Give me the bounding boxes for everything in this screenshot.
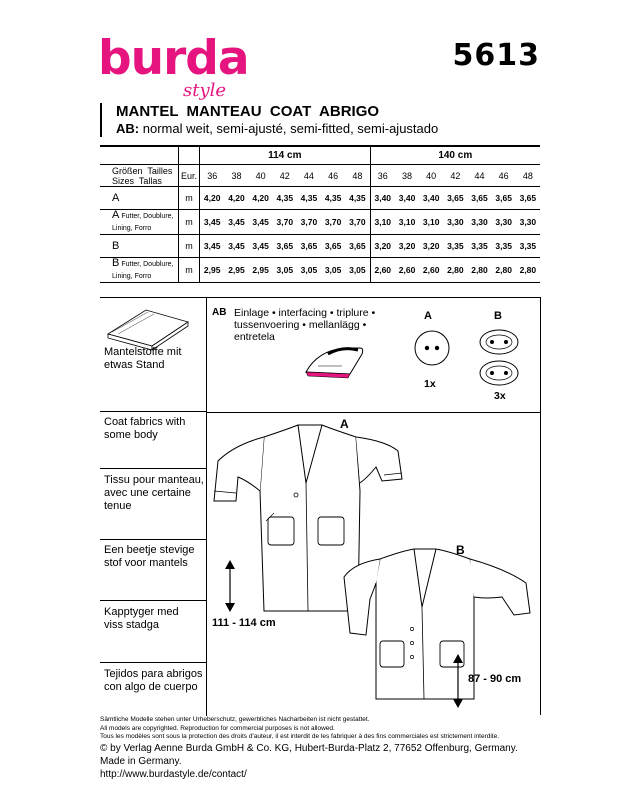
unit-label: m bbox=[179, 187, 200, 210]
yardage-value: 3,45 bbox=[224, 235, 248, 258]
fabric-text-sv: Kapptyger med viss stadga bbox=[104, 606, 179, 631]
size-cell-38: 38 bbox=[224, 165, 248, 187]
garment-title: MANTEL MANTEAU COAT ABRIGO bbox=[116, 103, 380, 120]
unit-label: m bbox=[179, 210, 200, 235]
size-cell-36: 36 bbox=[200, 165, 225, 187]
yardage-value: 3,20 bbox=[395, 235, 419, 258]
yardage-value: 2,60 bbox=[395, 258, 419, 283]
eur-label: Eur. bbox=[179, 165, 200, 187]
sizes-row bbox=[100, 165, 540, 187]
fabric-text-en: Coat fabrics with some body bbox=[104, 416, 186, 441]
yardage-value: 3,35 bbox=[516, 235, 540, 258]
yardage-value: 3,45 bbox=[249, 235, 273, 258]
yardage-value: 3,05 bbox=[321, 258, 345, 283]
view-letter: A bbox=[112, 192, 120, 204]
yardage-value: 3,20 bbox=[419, 235, 443, 258]
size-cell-48: 48 bbox=[516, 165, 540, 187]
view-letter: B bbox=[112, 240, 120, 252]
yardage-value: 3,70 bbox=[321, 210, 345, 235]
title-block bbox=[100, 103, 438, 137]
yardage-value: 3,65 bbox=[492, 187, 516, 210]
yardage-value: 3,40 bbox=[370, 187, 395, 210]
width-140-header: 140 cm bbox=[370, 146, 540, 165]
button-b-icon bbox=[476, 324, 522, 394]
yardage-value: 3,45 bbox=[249, 210, 273, 235]
logo-style-text: style bbox=[183, 80, 227, 101]
interfacing-views-label: AB bbox=[212, 307, 227, 318]
size-cell-44: 44 bbox=[467, 165, 491, 187]
yardage-value: 3,65 bbox=[345, 235, 370, 258]
yardage-value: 2,80 bbox=[443, 258, 467, 283]
unit-label: m bbox=[179, 235, 200, 258]
yardage-row bbox=[100, 187, 540, 210]
width-header-row bbox=[100, 146, 540, 165]
yardage-value: 2,60 bbox=[370, 258, 395, 283]
notions-panel bbox=[206, 297, 541, 413]
yardage-value: 3,40 bbox=[395, 187, 419, 210]
size-cell-40: 40 bbox=[419, 165, 443, 187]
contact-url[interactable]: http://www.burdastyle.de/contact/ bbox=[100, 768, 247, 780]
row-label bbox=[100, 235, 179, 258]
yardage-value: 3,35 bbox=[443, 235, 467, 258]
yardage-value: 3,05 bbox=[297, 258, 321, 283]
yardage-value: 4,20 bbox=[200, 187, 225, 210]
yardage-value: 3,30 bbox=[492, 210, 516, 235]
yardage-value: 3,45 bbox=[224, 210, 248, 235]
row-label bbox=[100, 187, 179, 210]
yardage-value: 4,20 bbox=[224, 187, 248, 210]
yardage-value: 3,70 bbox=[297, 210, 321, 235]
yardage-value: 3,65 bbox=[467, 187, 491, 210]
yardage-value: 3,70 bbox=[273, 210, 297, 235]
yardage-value: 3,30 bbox=[516, 210, 540, 235]
size-cell-42: 42 bbox=[273, 165, 297, 187]
yardage-row bbox=[100, 258, 540, 283]
yardage-value: 3,10 bbox=[419, 210, 443, 235]
size-cell-46: 46 bbox=[492, 165, 516, 187]
length-a-arrow bbox=[222, 557, 238, 617]
yardage-value: 3,40 bbox=[419, 187, 443, 210]
size-cell-44: 44 bbox=[297, 165, 321, 187]
sizes-header-label bbox=[100, 165, 179, 187]
fit-views-prefix: AB: bbox=[116, 121, 140, 136]
view-letter: B bbox=[112, 257, 120, 269]
yardage-row bbox=[100, 210, 540, 235]
button-b-qty: 3x bbox=[494, 390, 506, 402]
row-label bbox=[100, 258, 179, 283]
copyright-footer bbox=[100, 716, 540, 781]
yardage-value: 3,45 bbox=[200, 210, 225, 235]
yardage-value: 3,65 bbox=[321, 235, 345, 258]
yardage-value: 2,80 bbox=[516, 258, 540, 283]
button-b-label: B bbox=[494, 310, 502, 322]
yardage-value: 4,35 bbox=[321, 187, 345, 210]
fabric-text-nl: Een beetje stevige stof voor mantels bbox=[104, 544, 195, 569]
button-a-icon bbox=[412, 328, 452, 368]
yardage-value: 3,35 bbox=[492, 235, 516, 258]
view-a-length: 111 - 114 cm bbox=[212, 617, 276, 629]
yardage-value: 3,45 bbox=[200, 235, 225, 258]
copyright-de: Sämtliche Modelle stehen unter Urheberschutz, gewerbliches Nacharbeiten ist nicht gestattet. bbox=[100, 716, 370, 723]
copyright-en: All models are copyrighted. Reproduction for commercial purposes is not allowed. bbox=[100, 724, 335, 732]
unit-label: m bbox=[179, 258, 200, 283]
yardage-value: 3,10 bbox=[370, 210, 395, 235]
yardage-value: 4,35 bbox=[345, 187, 370, 210]
burda-style-logo bbox=[98, 31, 249, 101]
fabric-text-de: Mantelstoffe mit etwas Stand bbox=[104, 346, 182, 371]
size-cell-36: 36 bbox=[370, 165, 395, 187]
publisher-address: © by Verlag Aenne Burda GmbH & Co. KG, Hubert-Burda-Platz 2, 77652 Offenburg, Germany. Made in Germany. bbox=[100, 742, 518, 767]
yardage-value: 3,65 bbox=[443, 187, 467, 210]
yardage-value: 4,35 bbox=[273, 187, 297, 210]
width-114-header: 114 cm bbox=[200, 146, 371, 165]
yardage-value: 3,05 bbox=[345, 258, 370, 283]
yardage-value: 4,35 bbox=[297, 187, 321, 210]
size-cell-38: 38 bbox=[395, 165, 419, 187]
technical-drawings bbox=[206, 411, 541, 715]
view-letter: A bbox=[112, 209, 120, 221]
sizes-header-line1: Größen Tailles bbox=[112, 165, 173, 176]
yardage-value: 2,95 bbox=[224, 258, 248, 283]
fabric-yardage-table bbox=[100, 146, 540, 283]
yardage-value: 3,65 bbox=[297, 235, 321, 258]
button-a-label: A bbox=[424, 310, 432, 322]
yardage-value: 3,20 bbox=[370, 235, 395, 258]
size-cell-40: 40 bbox=[249, 165, 273, 187]
size-cell-48: 48 bbox=[345, 165, 370, 187]
yardage-value: 3,65 bbox=[273, 235, 297, 258]
yardage-row bbox=[100, 235, 540, 258]
pattern-number: 5613 bbox=[452, 38, 540, 73]
yardage-value: 3,05 bbox=[273, 258, 297, 283]
interfacing-text: Einlage • interfacing • triplure • tussenvoering • mellanlägg • entretela bbox=[234, 307, 376, 343]
yardage-value: 3,65 bbox=[516, 187, 540, 210]
yardage-value: 2,60 bbox=[419, 258, 443, 283]
length-b-arrow bbox=[450, 651, 466, 713]
fit-text: normal weit, semi-ajusté, semi-fitted, semi-ajustado bbox=[142, 121, 439, 136]
yardage-value: 2,80 bbox=[492, 258, 516, 283]
lining-label: Futter, Doublure, Lining, Forro bbox=[112, 261, 174, 280]
yardage-value: 3,10 bbox=[395, 210, 419, 235]
yardage-value: 3,35 bbox=[467, 235, 491, 258]
yardage-value: 2,95 bbox=[200, 258, 225, 283]
lining-label: Futter, Doublure, Lining, Forro bbox=[112, 213, 174, 232]
yardage-value: 2,80 bbox=[467, 258, 491, 283]
yardage-value: 3,30 bbox=[467, 210, 491, 235]
view-b-label: B bbox=[456, 543, 465, 557]
iron-icon bbox=[298, 336, 378, 386]
size-cell-42: 42 bbox=[443, 165, 467, 187]
button-a-qty: 1x bbox=[424, 378, 436, 390]
sizes-header-line2: Sizes Tallas bbox=[112, 175, 162, 186]
view-a-label: A bbox=[340, 417, 349, 431]
fabric-suggestions-column bbox=[100, 297, 207, 716]
yardage-value: 3,70 bbox=[345, 210, 370, 235]
logo-wordmark: burda bbox=[98, 31, 249, 86]
size-cell-46: 46 bbox=[321, 165, 345, 187]
fabric-text-fr: Tissu pour manteau, avec une certaine tenue bbox=[104, 474, 204, 512]
yardage-value: 2,95 bbox=[249, 258, 273, 283]
yardage-value: 4,20 bbox=[249, 187, 273, 210]
view-b-length: 87 - 90 cm bbox=[468, 673, 522, 685]
copyright-fr: Tous les modèles sont sous la protection des droits d'auteur, il est interdit de les fabriquer à des fins commerciales est strictement interdite. bbox=[100, 733, 500, 740]
yardage-value: 3,30 bbox=[443, 210, 467, 235]
fabric-text-es: Tejidos para abrigos con algo de cuerpo bbox=[104, 668, 203, 693]
fit-description bbox=[116, 121, 438, 137]
row-label bbox=[100, 210, 179, 235]
